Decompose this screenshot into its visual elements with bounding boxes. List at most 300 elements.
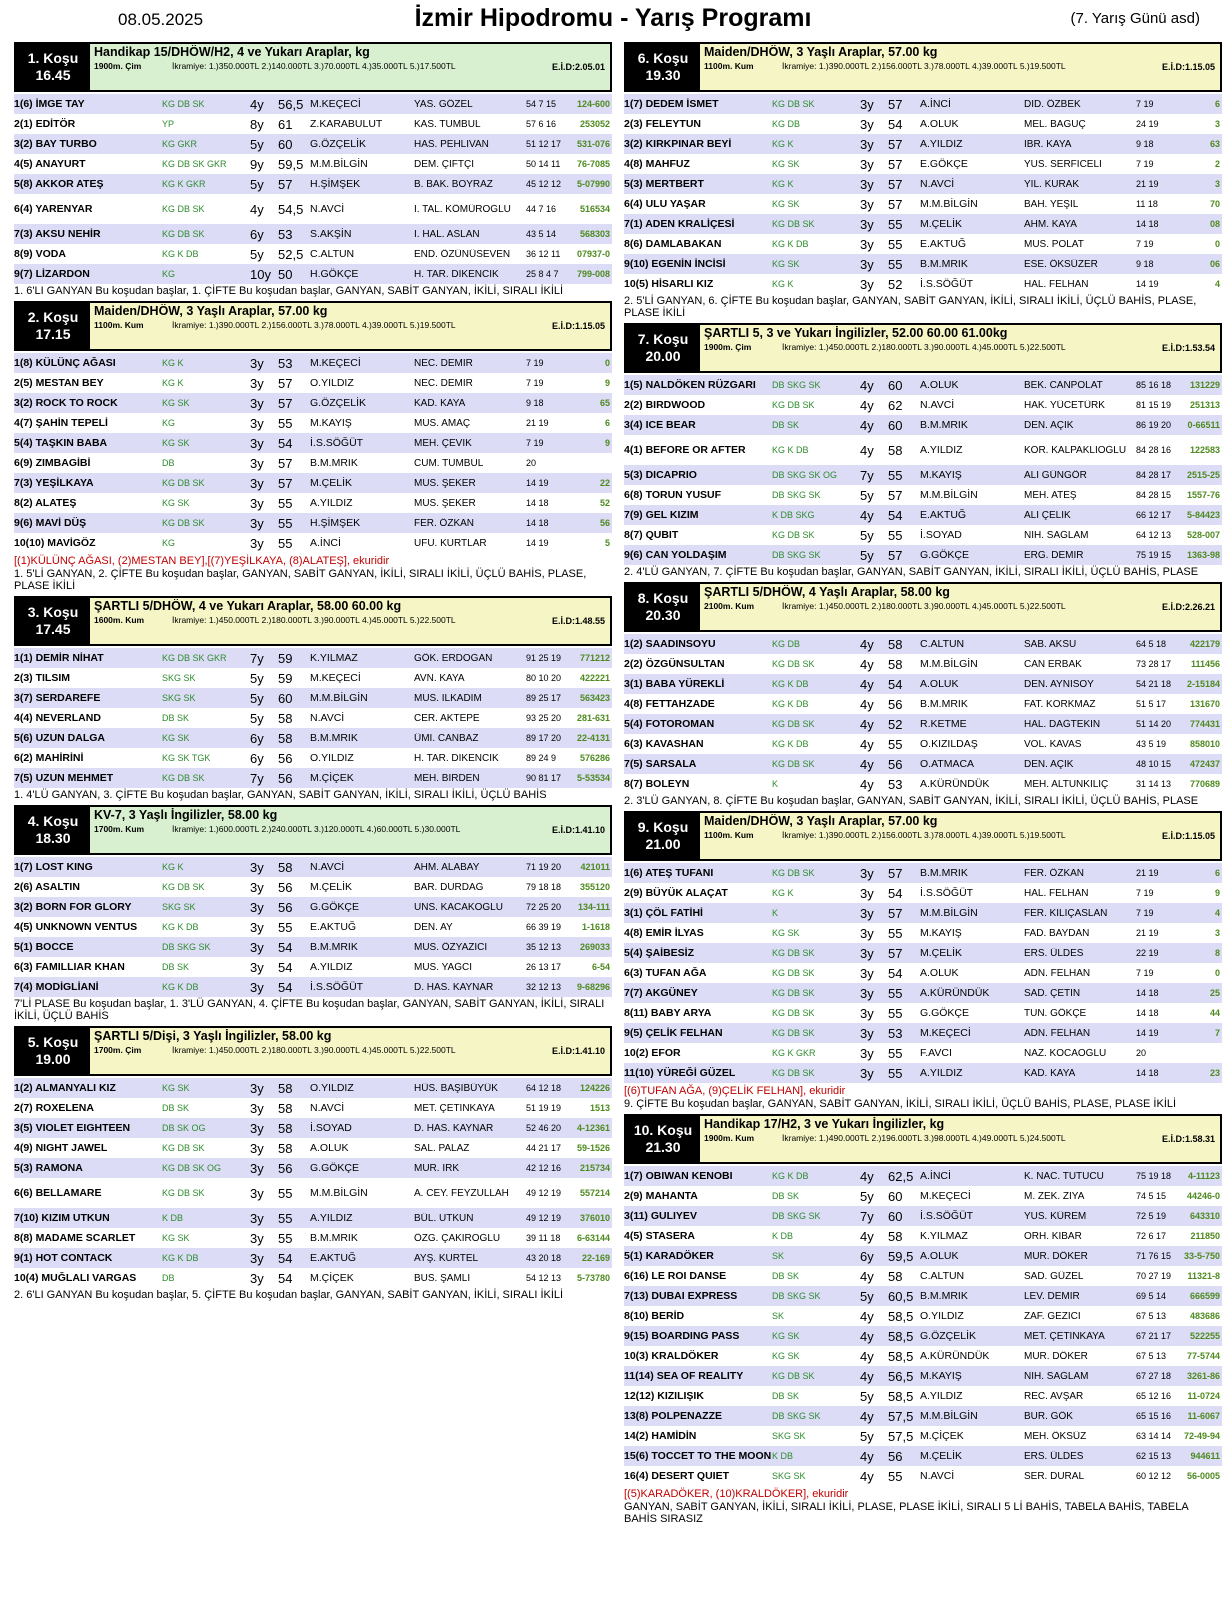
horse-name[interactable]: 4(5) UNKNOWN VENTUS	[14, 921, 138, 933]
race-time: 17.15	[35, 326, 71, 342]
trainer-name: MET. ÇETİNKAYA	[414, 1102, 495, 1114]
horse-name[interactable]: 2(3) TILSIM	[14, 672, 71, 684]
horse-row	[14, 413, 612, 433]
horse-name[interactable]: 7(9) GEL KIZIM	[624, 509, 699, 521]
race-number: 3. Koşu	[27, 604, 79, 620]
horse-name[interactable]: 10(2) EFOR	[624, 1047, 681, 1059]
horse-name[interactable]: 9(10) EGENİN İNCİSİ	[624, 258, 726, 270]
horse-row	[14, 1268, 612, 1288]
horse-row	[624, 963, 1222, 983]
horse-name[interactable]: 4(1) BEFORE OR AFTER	[624, 444, 746, 456]
race-name: ŞARTLI 5/DHÖW, 4 Yaşlı Araplar, 58.00 kg	[704, 585, 950, 599]
horse-row	[624, 1346, 1222, 1366]
horse-name[interactable]: 1(6) ATEŞ TUFANI	[624, 867, 714, 879]
race-block	[14, 805, 612, 1022]
horse-age: 3y	[250, 395, 264, 411]
horse-form: 0	[1214, 968, 1220, 978]
horse-name[interactable]: 1(7) DEDEM İSMET	[624, 98, 719, 110]
race-record: E.İ.D:2.05.01	[551, 62, 605, 72]
horse-name[interactable]: 3(5) VIOLET EIGHTEEN	[14, 1122, 131, 1134]
horse-name[interactable]: 2(7) ROXELENA	[14, 1102, 94, 1114]
horse-name[interactable]: 9(6) CAN YOLDAŞIM	[624, 549, 727, 561]
horse-name[interactable]: 2(9) MAHANTA	[624, 1190, 698, 1202]
horse-name[interactable]: 5(3) MERTBERT	[624, 178, 704, 190]
horse-row	[624, 134, 1222, 154]
trainer-name: B. BAK. BOYRAZ	[414, 178, 493, 190]
horse-name[interactable]: 1(2) SAADINSOYU	[624, 638, 716, 650]
trainer-name: D. HAS. KAYNAR	[414, 1122, 494, 1134]
horse-weight: 59,5	[888, 1248, 914, 1264]
horse-age: 4y	[250, 201, 264, 217]
horse-name[interactable]: 9(15) BOARDING PASS	[624, 1330, 740, 1342]
race-prize: İkramiye: 1.)600.000TL 2.)240.000TL 3.)120.000TL 4.)60.000TL 5.)30.000TL	[172, 824, 461, 834]
horse-form: 124-600	[576, 99, 610, 109]
horse-stats: 60 12 12	[1136, 1471, 1172, 1481]
horse-age: 4y	[860, 1268, 874, 1284]
race-prize: İkramiye: 1.)390.000TL 2.)156.000TL 3.)78.000TL 4.)39.000TL 5.)19.500TL	[782, 61, 1066, 71]
horse-name[interactable]: 15(6) TOCCET TO THE MOON	[624, 1450, 772, 1462]
trainer-name: FAD. BAYDAN	[1024, 927, 1090, 939]
page-header	[0, 4, 1226, 38]
horse-name[interactable]: 6(6) BELLAMARE	[14, 1187, 102, 1199]
horse-name[interactable]: 6(3) FAMILLIAR KHAN	[14, 961, 125, 973]
horse-equipment: DB SK	[162, 962, 190, 972]
horse-form: 22	[599, 478, 610, 488]
horse-stats: 7 19	[526, 358, 544, 368]
jockey-name: M.M.BİLGİN	[920, 658, 978, 670]
horse-stats: 7 19	[1136, 159, 1154, 169]
horse-name[interactable]: 2(3) FELEYTUN	[624, 118, 702, 130]
horse-name[interactable]: 6(3) TUFAN AĞA	[624, 967, 707, 979]
horse-age: 3y	[250, 1100, 264, 1116]
jockey-name: M.M.BİLGİN	[920, 489, 978, 501]
horse-equipment: KG DB SK	[772, 1068, 815, 1078]
race-distance: 1900m. Çim	[94, 61, 142, 71]
horse-name[interactable]: 4(8) EMİR İLYAS	[624, 927, 704, 939]
jockey-name: M.ÇELİK	[920, 218, 963, 230]
horse-name[interactable]: 5(4) TAŞKIN BABA	[14, 437, 108, 449]
horse-name[interactable]: 6(8) TORUN YUSUF	[624, 489, 722, 501]
horse-name[interactable]: 4(5) ANAYURT	[14, 158, 86, 170]
horse-age: 3y	[860, 1045, 874, 1061]
horse-weight: 58	[278, 1080, 293, 1096]
horse-age: 3y	[250, 959, 264, 975]
horse-age: 7y	[250, 770, 264, 786]
horse-stats: 21 19	[526, 418, 549, 428]
jockey-name: M.M.BİLGİN	[310, 1187, 368, 1199]
horse-name[interactable]: 7(13) DUBAI EXPRESS	[624, 1290, 738, 1302]
horse-name[interactable]: 6(9) ZIMBAGİBİ	[14, 457, 91, 469]
horse-name[interactable]: 10(5) HİSARLI KIZ	[624, 278, 714, 290]
trainer-name: END. ÖZÜNÜSEVEN	[414, 248, 511, 260]
trainer-name: HAL. DAĞTEKİN	[1024, 718, 1101, 730]
horse-row	[624, 1186, 1222, 1206]
horse-name[interactable]: 9(5) ÇELİK FELHAN	[624, 1027, 723, 1039]
horse-name[interactable]: 5(4) FOTOROMAN	[624, 718, 715, 730]
horse-row	[624, 1406, 1222, 1426]
horse-name[interactable]: 3(7) SERDAREFE	[14, 692, 101, 704]
trainer-name: DİD. ÖZBEK	[1024, 98, 1081, 110]
trainer-name: CER. AKTEPE	[414, 712, 480, 724]
horse-name[interactable]: 8(7) BOLEYN	[624, 778, 690, 790]
horse-name[interactable]: 8(2) ALATEŞ	[14, 497, 77, 509]
horse-weight: 55	[888, 736, 903, 752]
race-record: E.İ.D:1.15.05	[1161, 831, 1215, 841]
horse-name[interactable]: 3(11) GULIYEV	[624, 1210, 697, 1222]
race-header	[14, 596, 612, 646]
horse-form: 1513	[589, 1103, 610, 1113]
horse-stats: 52 46 20	[526, 1123, 562, 1133]
horse-form: 531-076	[576, 139, 610, 149]
horse-name[interactable]: 6(3) KAVASHAN	[624, 738, 704, 750]
horse-stats: 43 5 19	[1136, 739, 1167, 749]
horse-stats: 14 19	[526, 478, 549, 488]
horse-row	[14, 433, 612, 453]
horse-name[interactable]: 7(10) KIZIM UTKUN	[14, 1212, 110, 1224]
race-details	[704, 830, 1216, 841]
jockey-name: A.OLUK	[920, 678, 959, 690]
horse-name[interactable]: 1(5) NALDÖKEN RÜZGARI	[624, 379, 756, 391]
horse-name[interactable]: 9(7) LİZARDON	[14, 268, 90, 280]
horse-weight: 57	[888, 196, 903, 212]
horse-equipment: KG K DB	[162, 922, 199, 932]
jockey-name: A.OLUK	[310, 1142, 349, 1154]
horse-name[interactable]: 2(6) ASALTIN	[14, 881, 80, 893]
horse-name[interactable]: 1(8) KÜLÜNÇ AĞASI	[14, 357, 116, 369]
horse-age: 3y	[860, 116, 874, 132]
horse-form: 557214	[579, 1188, 610, 1198]
race-date: 08.05.2025	[118, 10, 204, 29]
horse-equipment: K	[772, 908, 779, 918]
horse-name[interactable]: 4(8) MAHFUZ	[624, 158, 690, 170]
horse-equipment: DB SK	[772, 1271, 800, 1281]
horse-name[interactable]: 7(5) UZUN MEHMET	[14, 772, 114, 784]
jockey-name: M.M.BİLGİN	[310, 158, 368, 170]
jockey-name: İ.S.SÖĞÜT	[310, 981, 364, 993]
horse-form: 516534	[579, 204, 610, 214]
horse-name[interactable]: 6(16) LE ROI DANSE	[624, 1270, 727, 1282]
horse-weight: 54	[888, 116, 903, 132]
horse-name[interactable]: 10(10) MAVİGÖZ	[14, 537, 96, 549]
horse-name[interactable]: 7(5) SARSALA	[624, 758, 697, 770]
horse-form: 7	[1214, 1028, 1220, 1038]
horse-form: 563423	[579, 693, 610, 703]
horse-name[interactable]: 2(5) MESTAN BEY	[14, 377, 104, 389]
horse-name[interactable]: 8(11) BABY ARYA	[624, 1007, 712, 1019]
race-header	[14, 42, 612, 92]
horse-name[interactable]: 4(4) NEVERLAND	[14, 712, 101, 724]
race-name: ŞARTLI 5/DHÖW, 4 ve Yukarı Araplar, 58.00 60.00 kg	[94, 599, 402, 613]
trainer-name: HAL. FELHAN	[1024, 887, 1089, 899]
trainer-name: YUS. SERFİCELİ	[1024, 158, 1102, 170]
race-number-box	[16, 807, 90, 853]
horse-name[interactable]: 9(1) HOT CONTACK	[14, 1252, 113, 1264]
horse-form: 11-6067	[1187, 1411, 1220, 1421]
horse-name[interactable]: 2(9) BÜYÜK ALAÇAT	[624, 887, 728, 899]
horse-name[interactable]: 7(3) AKSU NEHİR	[14, 228, 101, 240]
race-header	[624, 1114, 1222, 1164]
horse-weight: 55	[888, 216, 903, 232]
horse-name[interactable]: 2(2) ÖZGÜNSULTAN	[624, 658, 725, 670]
horse-stats: 49 12 19	[526, 1188, 562, 1198]
race-number-box	[16, 44, 90, 90]
horse-name[interactable]: 3(1) ÇÖL FATİHİ	[624, 907, 703, 919]
race-details	[94, 824, 606, 835]
jockey-name: İ.S.SÖĞÜT	[920, 887, 974, 899]
betting-note: 7'Lİ PLASE Bu koşudan başlar, 1. 3'LÜ GANYAN, 4. ÇİFTE Bu koşudan başlar, GANYAN, SABİT GANYAN, İKİLİ, SIRALI İKİLİ, ÜÇLÜ BAHİS	[14, 998, 605, 1022]
trainer-name: VOL. KAVAS	[1024, 738, 1082, 750]
horse-weight: 58	[278, 859, 293, 875]
jockey-name: M.M.BİLGİN	[920, 198, 978, 210]
horse-equipment: KG	[162, 269, 176, 279]
race-block	[624, 42, 1222, 319]
horse-name[interactable]: 4(9) NIGHT JAWEL	[14, 1142, 108, 1154]
betting-note: 1. 6'LI GANYAN Bu koşudan başlar, 1. ÇİFTE Bu koşudan başlar, GANYAN, SABİT GANYAN, İKİLİ, SIRALI İKİLİ	[14, 285, 564, 297]
trainer-name: DEN. AYNISOY	[1024, 678, 1094, 690]
horse-equipment: DB	[162, 458, 175, 468]
trainer-name: İ. TAL. KÖMÜROĞLU	[414, 203, 511, 215]
horse-equipment: DB SK OG	[162, 1123, 206, 1133]
horse-weight: 58	[888, 636, 903, 652]
horse-name[interactable]: 12(12) KIZILIŞIK	[624, 1390, 704, 1402]
horse-age: 3y	[250, 435, 264, 451]
horse-name[interactable]: 8(6) DAMLABAKAN	[624, 238, 722, 250]
horse-name[interactable]: 7(3) YEŞİLKAYA	[14, 477, 94, 489]
race-number: 4. Koşu	[27, 813, 79, 829]
horse-weight: 52	[888, 716, 903, 732]
horse-stats: 66 12 17	[1136, 510, 1172, 520]
horse-row	[624, 415, 1222, 435]
horse-equipment: KG SK	[772, 1351, 800, 1361]
horse-age: 3y	[250, 1210, 264, 1226]
horse-row	[14, 748, 612, 768]
horse-row	[624, 1426, 1222, 1446]
jockey-name: M.M.BİLGİN	[310, 692, 368, 704]
jockey-name: N.AVCİ	[920, 399, 955, 411]
horse-row	[624, 525, 1222, 545]
trainer-name: HAS. PEHLİVAN	[414, 138, 489, 150]
race-number-box	[626, 44, 700, 90]
race-time: 19.30	[645, 67, 681, 83]
race-name: Handikap 17/H2, 3 ve Yukarı İngilizler, kg	[704, 1117, 945, 1131]
horse-name[interactable]: 4(5) STASERA	[624, 1230, 695, 1242]
horse-stats: 67 5 13	[1136, 1351, 1167, 1361]
horse-age: 4y	[250, 96, 264, 112]
race-distance: 1700m. Kum	[94, 824, 145, 834]
horse-weight: 58	[278, 1120, 293, 1136]
horse-name[interactable]: 8(7) QUBIT	[624, 529, 679, 541]
horse-name[interactable]: 2(1) EDİTÖR	[14, 118, 76, 130]
horse-name[interactable]: 5(4) ŞAİBESİZ	[624, 947, 695, 959]
horse-stats: 79 18 18	[526, 882, 562, 892]
horse-equipment: KG SK	[162, 1233, 190, 1243]
horse-form: 77-5744	[1186, 1351, 1220, 1361]
trainer-name: CUM. TUMBUL	[414, 457, 484, 469]
race-record: E.İ.D:2.26.21	[1161, 602, 1215, 612]
horse-name[interactable]: 6(2) MAHİRİNİ	[14, 752, 84, 764]
horse-name[interactable]: 5(1) BOCCE	[14, 941, 74, 953]
horse-name[interactable]: 4(8) FETTAHZADE	[624, 698, 715, 710]
horse-age: 3y	[250, 939, 264, 955]
horse-name[interactable]: 7(7) AKGÜNEY	[624, 987, 698, 999]
horse-equipment: KG K	[772, 888, 794, 898]
horse-stats: 84 28 16	[1136, 445, 1172, 455]
horse-name[interactable]: 4(7) ŞAHİN TEPELİ	[14, 417, 108, 429]
horse-age: 5y	[860, 1428, 874, 1444]
horse-name[interactable]: 2(2) BIRDWOOD	[624, 399, 706, 411]
horse-age: 3y	[250, 979, 264, 995]
horse-equipment: SK	[772, 1311, 785, 1321]
trainer-name: MEH. ALTUNKILIÇ	[1024, 778, 1109, 790]
horse-equipment: KG K GKR	[162, 179, 206, 189]
horse-row	[624, 1003, 1222, 1023]
horse-form: 6-63144	[576, 1233, 610, 1243]
horse-form: 770689	[1189, 779, 1220, 789]
horse-name[interactable]: 16(4) DESERT QUIET	[624, 1470, 730, 1482]
horse-weight: 57	[888, 487, 903, 503]
jockey-name: H.GÖKÇE	[310, 268, 359, 280]
trainer-name: LEV. DEMİR	[1024, 1290, 1080, 1302]
jockey-name: O.YILDIZ	[310, 377, 354, 389]
horse-name[interactable]: 10(4) MUĞLALI VARGAS	[14, 1272, 137, 1284]
race-header	[14, 301, 612, 351]
horse-stats: 84 28 17	[1136, 470, 1172, 480]
horse-name[interactable]: 11(10) YÜREĞİ GÜZEL	[624, 1067, 736, 1079]
horse-name[interactable]: 3(2) ROCK TO ROCK	[14, 397, 118, 409]
horse-name[interactable]: 8(8) MADAME SCARLET	[14, 1232, 136, 1244]
horse-name[interactable]: 5(6) UZUN DALGA	[14, 732, 105, 744]
jockey-name: M.ÇELİK	[920, 1450, 963, 1462]
horse-name[interactable]: 8(10) BERİD	[624, 1310, 685, 1322]
horse-name[interactable]: 1(1) DEMİR NİHAT	[14, 652, 104, 664]
horse-stats: 39 11 18	[526, 1233, 561, 1243]
horse-name[interactable]: 5(3) RAMONA	[14, 1162, 83, 1174]
horse-row	[14, 897, 612, 917]
horse-age: 3y	[250, 1160, 264, 1176]
jockey-name: E.AKTUĞ	[310, 1252, 357, 1264]
horse-stats: 64 12 13	[1136, 530, 1172, 540]
jockey-name: İ.S.SÖĞÜT	[920, 278, 974, 290]
horse-name[interactable]: 8(9) VODA	[14, 248, 66, 260]
jockey-name: A.YILDIZ	[310, 497, 353, 509]
horse-row	[624, 943, 1222, 963]
horse-row	[624, 1023, 1222, 1043]
horse-row	[14, 114, 612, 134]
horse-name[interactable]: 3(2) KIRKPINAR BEYİ	[624, 138, 732, 150]
horse-name[interactable]: 10(3) KRALDÖKER	[624, 1350, 719, 1362]
trainer-name: MUR. DÖKER	[1024, 1250, 1088, 1262]
horse-age: 5y	[860, 1288, 874, 1304]
trainer-name: HAL. FELHAN	[1024, 278, 1089, 290]
jockey-name: O.YILDIZ	[310, 1082, 354, 1094]
horse-equipment: KG DB SK	[162, 1143, 205, 1153]
horse-equipment: KG K DB	[772, 679, 809, 689]
horse-table	[14, 94, 612, 284]
horse-name[interactable]: 5(3) DICAPRIO	[624, 469, 697, 481]
horse-name[interactable]: 1(2) ALMANYALI KIZ	[14, 1082, 116, 1094]
horse-age: 6y	[250, 750, 264, 766]
horse-row	[624, 1246, 1222, 1266]
horse-stats: 72 6 17	[1136, 1231, 1167, 1241]
horse-name[interactable]: 3(4) ICE BEAR	[624, 419, 696, 431]
horse-stats: 14 18	[526, 518, 549, 528]
horse-name[interactable]: 6(4) ULU YAŞAR	[624, 198, 706, 210]
horse-age: 3y	[250, 535, 264, 551]
horse-stats: 14 18	[1136, 1008, 1159, 1018]
jockey-name: B.M.MRIK	[920, 867, 968, 879]
jockey-name: A.YILDIZ	[310, 1212, 353, 1224]
trainer-name: MEH. BİRDEN	[414, 772, 480, 784]
horse-name[interactable]: 7(4) MODİGLİANİ	[14, 981, 99, 993]
horse-name[interactable]: 3(1) BABA YÜREKLİ	[624, 678, 725, 690]
horse-age: 4y	[860, 1348, 874, 1364]
betting-note: 2. 4'LÜ GANYAN, 7. ÇİFTE Bu koşudan başlar, GANYAN, SABİT GANYAN, İKİLİ, SIRALI İKİLİ, ÜÇLÜ BAHİS, PLASE	[624, 566, 1199, 578]
jockey-name: H.ŞİMŞEK	[310, 178, 361, 190]
trainer-name: SAD. ÇETİN	[1024, 987, 1081, 999]
horse-equipment: DB SKG SK OG	[772, 470, 838, 480]
horse-name[interactable]: 1(6) İMGE TAY	[14, 98, 85, 110]
horse-row	[14, 94, 612, 114]
horse-name[interactable]: 3(2) BORN FOR GLORY	[14, 901, 132, 913]
trainer-name: AYŞ. KURTEL	[414, 1252, 479, 1264]
horse-stats: 67 27 18	[1136, 1371, 1172, 1381]
horse-weight: 54	[278, 939, 293, 955]
horse-weight: 59,5	[278, 156, 304, 172]
horse-row	[624, 1446, 1222, 1466]
horse-form: 65	[599, 398, 610, 408]
horse-stats: 7 19	[526, 378, 544, 388]
horse-stats: 44 21 17	[526, 1143, 562, 1153]
race-block	[14, 42, 612, 297]
horse-stats: 64 5 18	[1136, 639, 1167, 649]
horse-weight: 59	[278, 670, 293, 686]
horse-name[interactable]: 11(14) SEA OF REALITY	[624, 1370, 744, 1382]
horse-name[interactable]: 1(7) LOST KING	[14, 861, 93, 873]
horse-weight: 55	[278, 415, 293, 431]
horse-form: 576286	[579, 753, 610, 763]
horse-name[interactable]: 7(1) ADEN KRALİÇESİ	[624, 218, 735, 230]
horse-weight: 58,5	[888, 1328, 914, 1344]
trainer-name: BAH. YEŞİL	[1024, 198, 1079, 210]
horse-equipment: DB SKG SK	[772, 490, 821, 500]
jockey-name: A.YILDIZ	[920, 444, 963, 456]
horse-weight: 54,5	[278, 201, 304, 217]
horse-name[interactable]: 14(2) HAMİDİN	[624, 1430, 697, 1442]
horse-equipment: KG K DB	[772, 699, 809, 709]
horse-row	[624, 754, 1222, 774]
horse-weight: 55	[888, 256, 903, 272]
horse-equipment: KG K DB	[162, 982, 199, 992]
horse-form: 944611	[1190, 1451, 1220, 1461]
jockey-name: N.AVCİ	[310, 1102, 345, 1114]
horse-stats: 9 18	[1136, 259, 1154, 269]
horse-row	[624, 983, 1222, 1003]
horse-name[interactable]: 1(7) OBIWAN KENOBI	[624, 1170, 733, 1182]
horse-name[interactable]: 13(8) POLPENAZZE	[624, 1410, 723, 1422]
horse-name[interactable]: 9(6) MAVİ DÜŞ	[14, 517, 87, 529]
horse-name[interactable]: 5(1) KARADÖKER	[624, 1250, 714, 1262]
race-block	[14, 596, 612, 801]
horse-name[interactable]: 3(2) BAY TURBO	[14, 138, 97, 150]
horse-name[interactable]: 6(4) YARENYAR	[14, 203, 93, 215]
horse-name[interactable]: 5(8) AKKOR ATEŞ	[14, 178, 104, 190]
horse-stats: 73 28 17	[1136, 659, 1172, 669]
horse-stats: 7 19	[1136, 968, 1154, 978]
jockey-name: E.AKTUĞ	[310, 921, 357, 933]
horse-equipment: KG DB SK	[162, 1188, 205, 1198]
horse-equipment: KG DB	[772, 639, 801, 649]
horse-form: 269033	[579, 942, 610, 952]
